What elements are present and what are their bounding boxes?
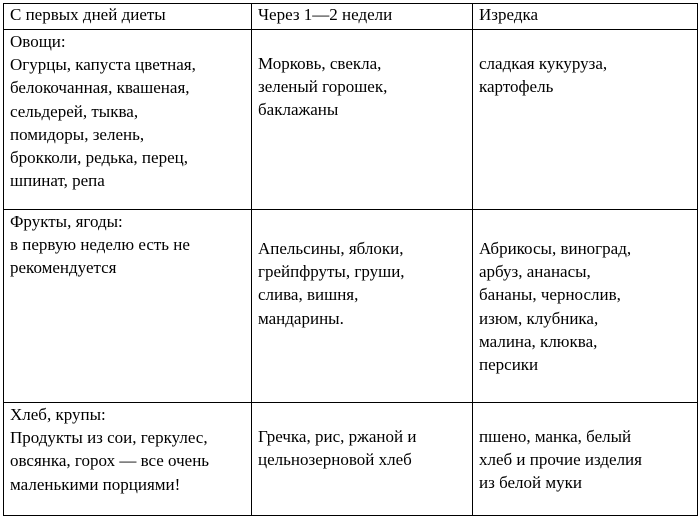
cell-line: цельнозерновой хлеб <box>258 450 412 470</box>
cell-line: белокочанная, квашеная, <box>10 78 190 98</box>
category-label: Овощи: <box>10 32 66 51</box>
cell-line: в первую неделю есть не <box>10 235 190 255</box>
table-row-bread <box>4 403 698 516</box>
cell-line: помидоры, зелень, <box>10 124 145 144</box>
table-row-fruits <box>4 210 698 403</box>
cell-line: мандарины. <box>258 308 344 328</box>
cell-line: маленькими порциями! <box>10 474 181 494</box>
cell-line: брокколи, редька, перец, <box>10 148 188 168</box>
cell-line: пшено, манка, белый <box>479 427 632 446</box>
header-row <box>4 4 698 30</box>
cell-line: баклажаны <box>258 100 339 120</box>
cell-line: овсянка, горох — все очень <box>10 451 210 471</box>
cell-line: Абрикосы, виноград, <box>479 239 632 258</box>
category-label: Фрукты, ягоды: <box>10 212 123 231</box>
cell-line: Морковь, свекла, <box>258 54 382 73</box>
cell-line: сельдерей, тыква, <box>10 101 139 121</box>
cell-line: шпинат, репа <box>10 171 105 191</box>
diet-table <box>3 3 698 516</box>
cell-line: изюм, клубника, <box>479 308 599 328</box>
cell-bread-first-days <box>4 403 252 516</box>
cell-bread-after-weeks <box>252 403 473 516</box>
cell-line: малина, клюква, <box>479 331 598 351</box>
cell-fruits-after-weeks <box>252 210 473 403</box>
cell-line: грейпфруты, груши, <box>258 262 405 282</box>
cell-line: зеленый горошек, <box>258 77 388 97</box>
cell-fruits-rarely <box>473 210 698 403</box>
cell-line: картофель <box>479 77 554 97</box>
cell-vegetables-first-days <box>4 30 252 210</box>
header-rarely: Изредка <box>473 4 698 30</box>
header-first-days: С первых дней диеты <box>4 4 252 30</box>
cell-line: Апельсины, яблоки, <box>258 239 404 258</box>
cell-vegetables-after-weeks <box>252 30 473 210</box>
cell-bread-rarely <box>473 403 698 516</box>
cell-line: Продукты из сои, геркулес, <box>10 428 208 448</box>
cell-line: хлеб и прочие изделия <box>479 450 642 470</box>
cell-line: Гречка, рис, ржаной и <box>258 427 417 446</box>
cell-line: слива, вишня, <box>258 285 359 305</box>
category-label: Хлеб, крупы: <box>10 405 106 424</box>
cell-line: из белой муки <box>479 473 582 493</box>
header-after-weeks: Через 1—2 недели <box>252 4 473 30</box>
cell-line: бананы, чернослив, <box>479 285 621 305</box>
cell-vegetables-rarely <box>473 30 698 210</box>
cell-line: персики <box>479 355 539 375</box>
cell-line: сладкая кукуруза, <box>479 54 608 73</box>
cell-line: Огурцы, капуста цветная, <box>10 55 196 75</box>
cell-line: рекомендуется <box>10 258 117 278</box>
cell-line: арбуз, ананасы, <box>479 262 591 282</box>
cell-fruits-first-days <box>4 210 252 403</box>
table-row-vegetables <box>4 30 698 210</box>
